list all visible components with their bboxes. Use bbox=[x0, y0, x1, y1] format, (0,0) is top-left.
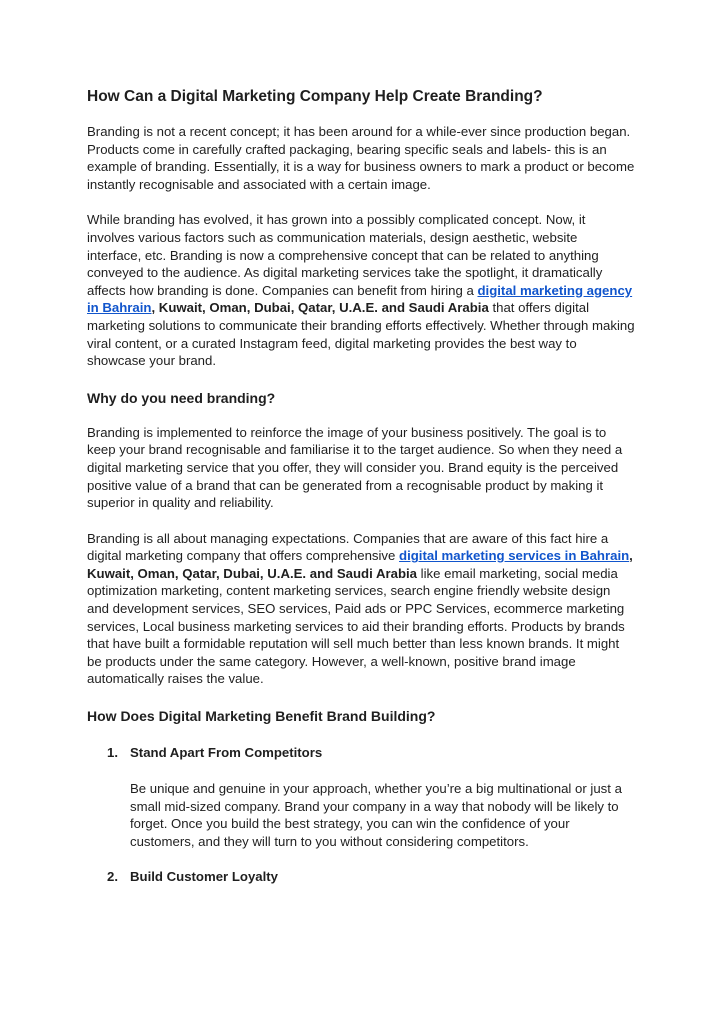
locations-bold-text: , Kuwait, Oman, Qatar, Dubai, U.A.E. and Saudi Arabia bbox=[87, 548, 633, 581]
list-item-heading bbox=[107, 868, 635, 886]
paragraph-text: While branding has evolved, it has grown into a possibly complicated concept. Now, it involves various factors such as communication materials, design aesthetic, website interface, etc. Branding is now a comprehensive concept that can be related to anything conveyed to the audience. As digital marketing services take the spotlight, it dramatically affects how branding is done. Companies can benefit from hiring a bbox=[87, 212, 603, 298]
why-branding-paragraph: Branding is implemented to reinforce the image of your business positively. The goal is to keep your brand recognisable and familiarise it to the target audience. So when they need a digital marketing service that you offer, they will consider you. Brand equity is the perceived positive value of a brand that can be generated from a recognisable product by making it superior in quality and reliability. bbox=[87, 424, 623, 511]
page-title: How Can a Digital Marketing Company Help Create Branding? bbox=[87, 88, 543, 105]
why-branding-heading: Why do you need branding? bbox=[87, 389, 276, 406]
list-item-body: Be unique and genuine in your approach, whether you’re a big multinational or just a small mid-sized company. Brand your company in a way that nobody will be likely to forget. Once you build the best strategy, you can win the confidence of your customers, and they will turn to you without considering competitors. bbox=[130, 781, 622, 849]
list-item bbox=[87, 868, 635, 886]
document-page bbox=[87, 84, 635, 904]
list-item-number: 1. bbox=[107, 745, 118, 761]
list-item-heading bbox=[107, 744, 635, 762]
intro-paragraph: Branding is not a recent concept; it has been around for a while-ever since production began. Products come in carefully crafted packaging, bearing specific seals and labels- this is an example of branding. Essentially, it is a way for business owners to mark a product or become instantly recognisable and associated with a certain image. bbox=[87, 124, 635, 192]
branding-evolution-paragraph bbox=[87, 211, 635, 369]
digital-marketing-services-link[interactable]: digital marketing services in Bahrain bbox=[399, 548, 630, 564]
digital-marketing-agency-link[interactable]: digital marketing agency in Bahrain bbox=[87, 282, 633, 316]
list-item-title: Stand Apart From Competitors bbox=[130, 745, 323, 761]
managing-expectations-paragraph bbox=[87, 530, 635, 688]
list-item bbox=[87, 744, 635, 850]
paragraph-text: Branding is all about managing expectations. Companies that are aware of this fact hire a digital marketing company that offers comprehensive bbox=[87, 530, 609, 564]
locations-bold-text: , Kuwait, Oman, Dubai, Qatar, U.A.E. and Saudi Arabia bbox=[151, 300, 489, 316]
benefit-heading: How Does Digital Marketing Benefit Brand Building? bbox=[87, 708, 436, 725]
list-item-number: 2. bbox=[107, 869, 118, 885]
paragraph-text: that offers digital marketing solutions to communicate their branding efforts effectively. Whether through making viral content, or a curated Instagram feed, digital marketing provides the best way to showcase your brand. bbox=[87, 300, 635, 369]
paragraph-text: like email marketing, social media optimization marketing, content marketing services, search engine friendly website design and development services, SEO services, Paid ads or PPC Services, ecommerce marketing services, Local business marketing services to aid their branding efforts. Products by brands that have built a formidable reputation will sell much better than less known brands. It might be products under the same category. However, a well-known, positive brand image automatically raises the value. bbox=[87, 565, 625, 687]
benefits-list bbox=[87, 744, 635, 886]
list-item-title: Build Customer Loyalty bbox=[130, 869, 279, 885]
